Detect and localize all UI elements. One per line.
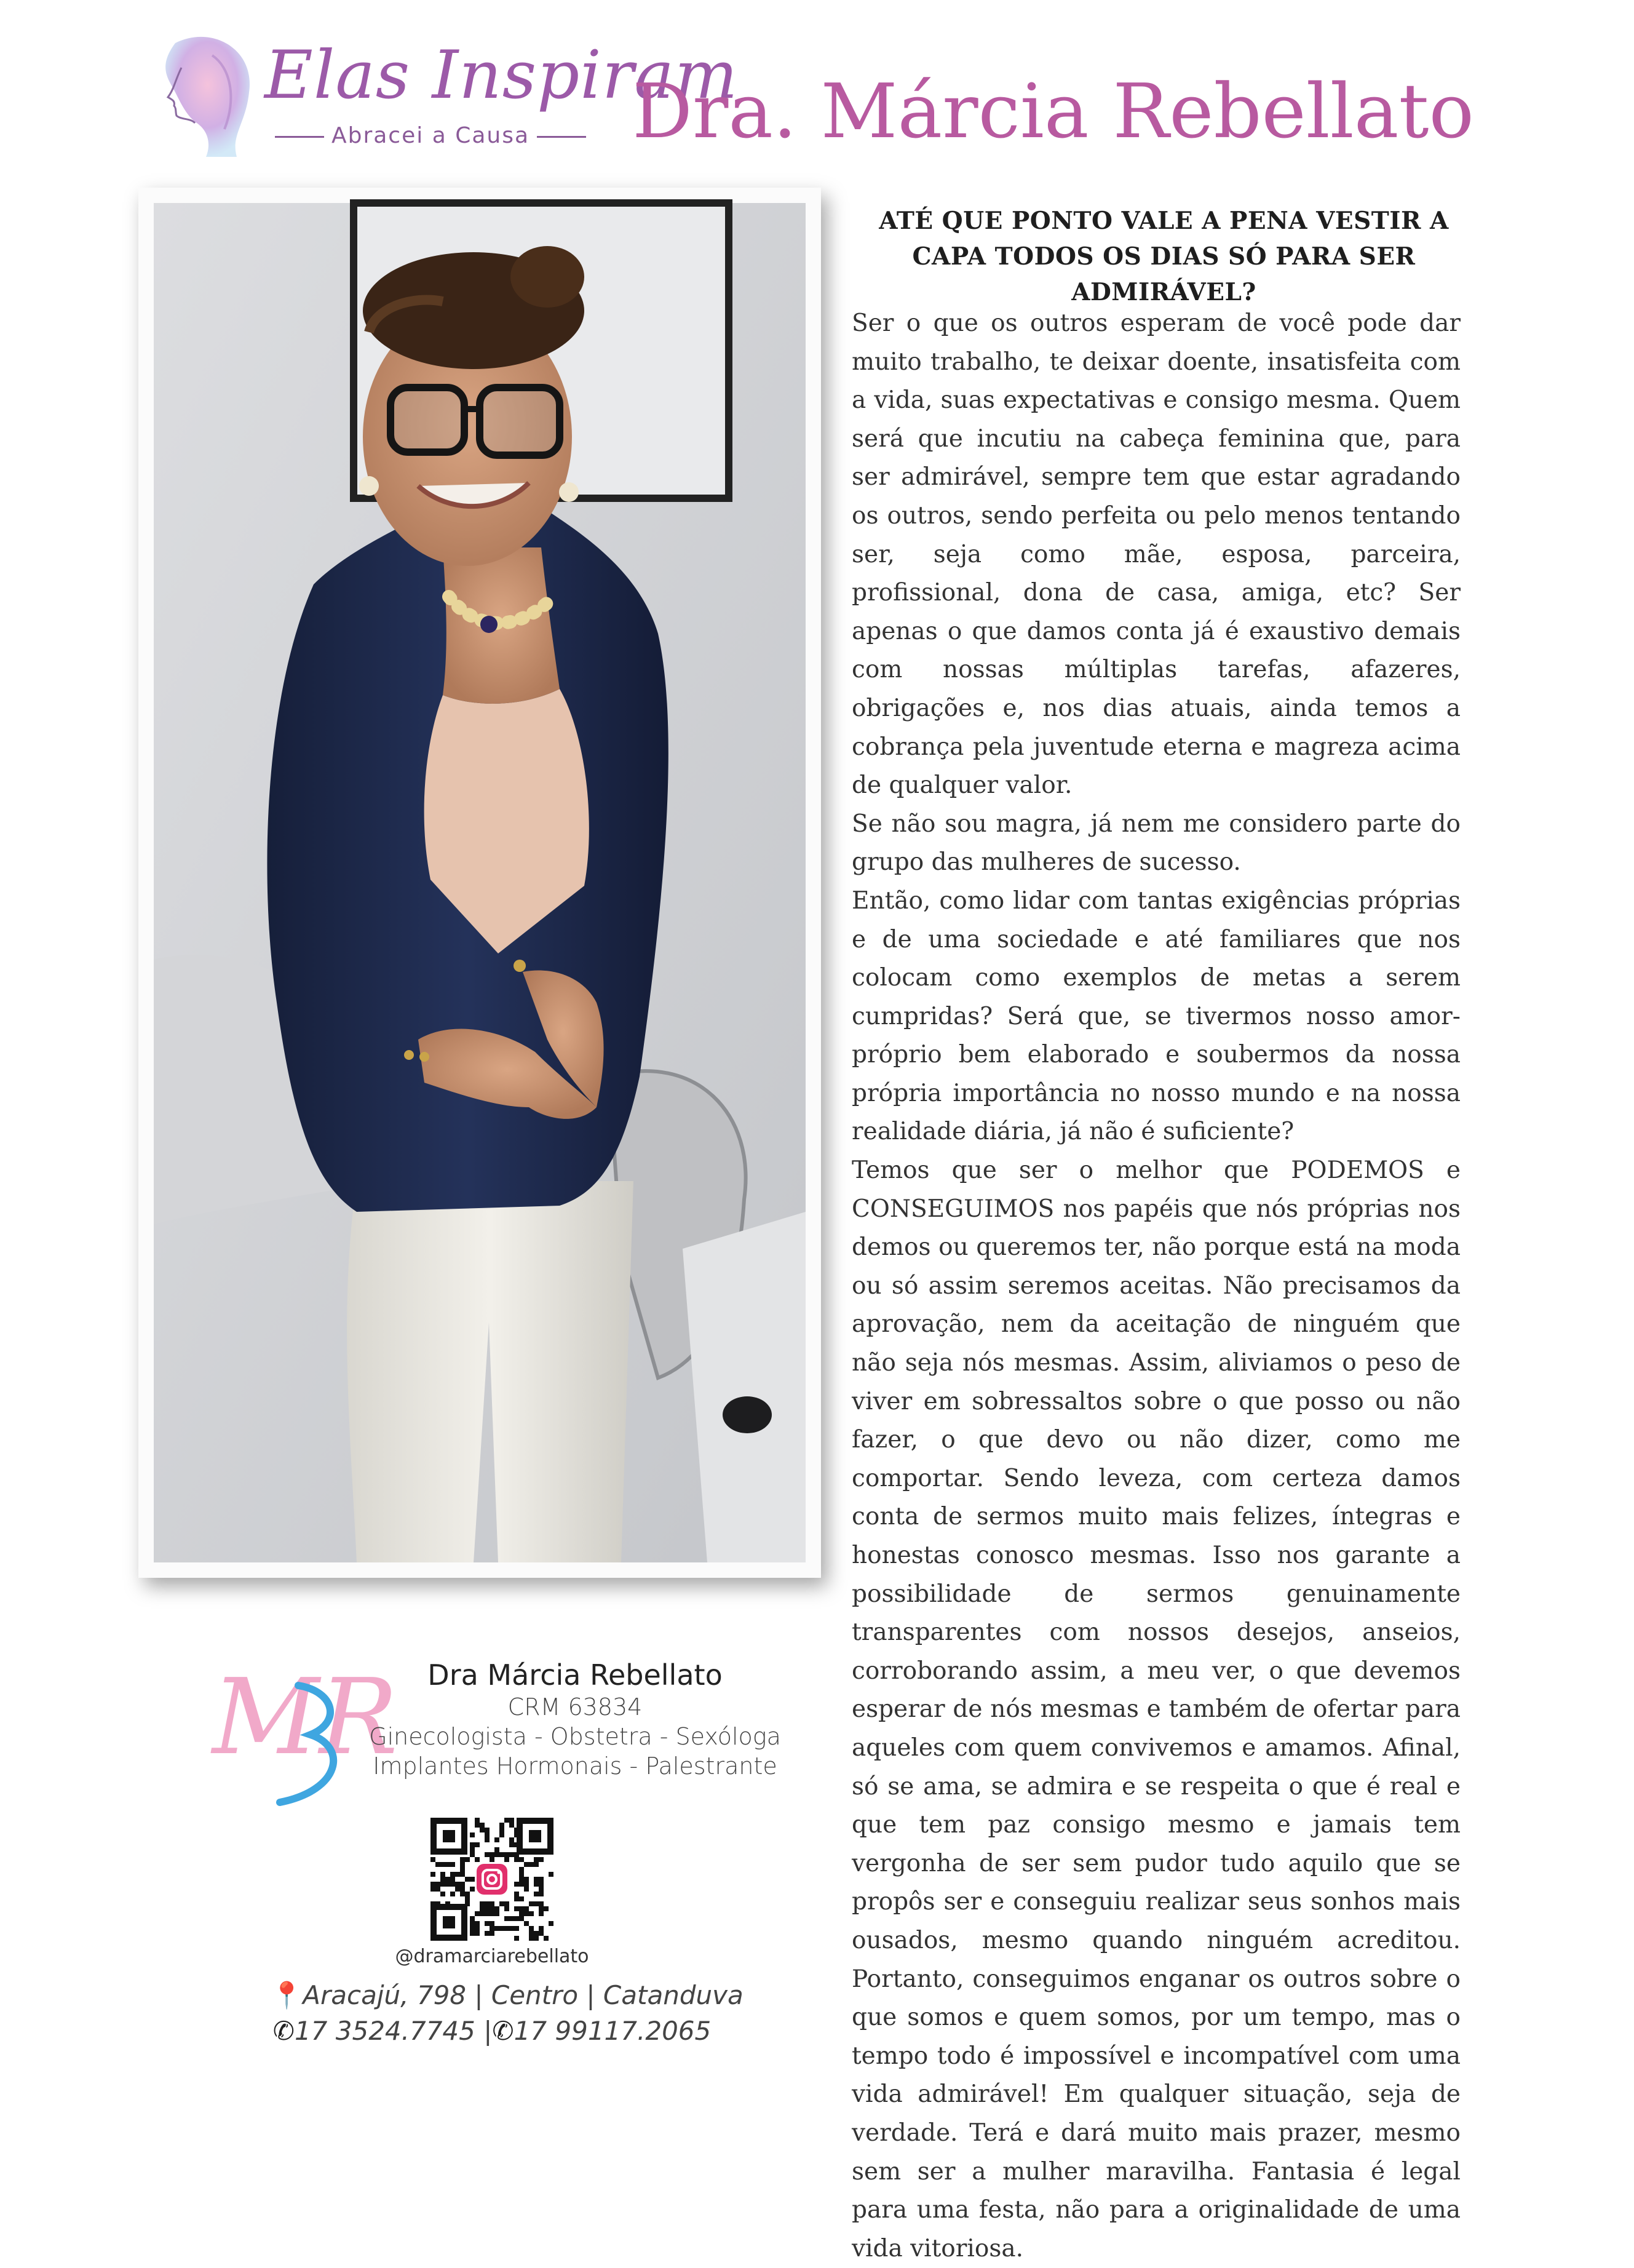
whatsapp-icon: ✆ (492, 2016, 514, 2046)
qr-code[interactable] (430, 1818, 553, 1941)
instagram-handle[interactable]: @dramarciarebellato (395, 1946, 589, 1967)
heading-line-1: ATÉ QUE PONTO VALE A PENA VESTIR A (879, 207, 1449, 235)
article-paragraph: Temos que ser o melhor que PODEMOS e CONSEGUIMOS nos papéis que nós próprias nos demos ou queremos ter, não porque está na moda ou só assim seremos aceitas. Não precisamos da aprovação, nem da aceitação de ninguém que não seja nós mesmas. Assim, aliviamos o peso de viver em sobressaltos sobre o que posso ou não fazer, o que devo ou não dizer, como me comportar. Sendo leveza, com certeza damos conta de sermos muito mais felizes, íntegras e honestas conosco mesmas. Isso nos garante a possibilidade de sermos genuinamente transparentes com nossos desejos, anseios, corroborando assim, a meu ver, o que devemos esperar de nós mesmas e também de ofertar para aqueles com quem convivemos e amamos. Afinal, só se ama, se admira e se respeita o que é real e que tem paz consigo mesmo e jamais tem vergonha de ser sem pudor tudo aquilo que se propôs ser e conseguiu realizar seus sonhos mais ousados, mesmo quando ninguém acreditou. Portanto, conseguimos enganar os outros sobre o que somos e quem somos, por um tempo, mas o tempo todo é impossível e incompatível com uma vida admirável! Em qualquer situação, seja de verdade. Terá e dará muito mais prazer, mesmo sem ser a mulher maravilha. Fantasia é legal para uma festa, não para a originalidade de uma vida vitoriosa. (852, 1156, 1461, 2262)
portrait-photo-frame (138, 188, 821, 1578)
whatsapp-number[interactable]: 17 99117.2065 (514, 2016, 712, 2046)
brand-title: Elas Inspiram (264, 37, 739, 114)
heading-line-2: CAPA TODOS OS DIAS SÓ PARA SER ADMIRÁVEL? (912, 242, 1416, 306)
brand-subtitle: Abracei a Causa (264, 123, 597, 148)
card-crm: CRM 63834 (507, 1693, 643, 1721)
page-title: Dra. Márcia Rebellato (632, 68, 1474, 155)
mr-monogram-logo (206, 1649, 399, 1808)
portrait-photo (154, 203, 806, 1562)
address-line (271, 1978, 744, 2013)
article-body (852, 304, 1461, 2268)
phone-number[interactable]: 17 3524.7745 (294, 2016, 475, 2046)
article-paragraph: Ser o que os outros esperam de você pode dar muito trabalho, te deixar doente, insatisfeita com a vida, suas expectativas e consigo mesma. Quem será que incutiu na cabeça feminina que, para ser admirável, sempre tem que estar agradando os outros, sendo perfeita ou pelo menos tentando ser, seja como mãe, esposa, parceira, profissional, dona de casa, amiga, etc? Ser apenas o que damos conta já é exaustivo demais com nossas múltiplas tarefas, afazeres, obrigações e, nos dias atuais, ainda temos a cobrança pela juventude eterna e magreza acima de qualquer valor. (852, 309, 1461, 800)
card-name: Dra Márcia Rebellato (427, 1658, 723, 1692)
woman-profile-watercolor-icon (138, 31, 261, 163)
address-text: Aracajú, 798 | Centro | Catanduva (303, 1980, 744, 2010)
instagram-icon (477, 1864, 507, 1895)
phone-icon: ✆ (272, 2016, 295, 2046)
phone-line (271, 2013, 713, 2049)
mr-monogram-text: MR (212, 1657, 399, 1778)
brand-logo (138, 31, 739, 163)
portrait-illustration (154, 203, 806, 1562)
article-heading (849, 203, 1479, 310)
separator: | (483, 2016, 493, 2046)
article-paragraph: Se não sou magra, já nem me considero parte do grupo das mulheres de sucesso. (852, 810, 1461, 877)
article-paragraph: Então, como lidar com tantas exigências próprias e de uma sociedade e até familiares que nos colocam como exemplos de metas a serem cumpridas? Será que, se tivermos nosso amor-próprio bem elaborado e soubermos da nossa própria importância no nosso mundo e na nossa realidade diária, já não é suficiente? (852, 886, 1461, 1146)
contact-lines (271, 1978, 744, 2049)
card-services: Implantes Hormonais - Palestrante (373, 1753, 777, 1780)
doctor-card (366, 1658, 784, 1781)
map-pin-icon: 📍 (271, 1980, 303, 2010)
card-specialties: Ginecologista - Obstetra - Sexóloga (369, 1723, 781, 1750)
